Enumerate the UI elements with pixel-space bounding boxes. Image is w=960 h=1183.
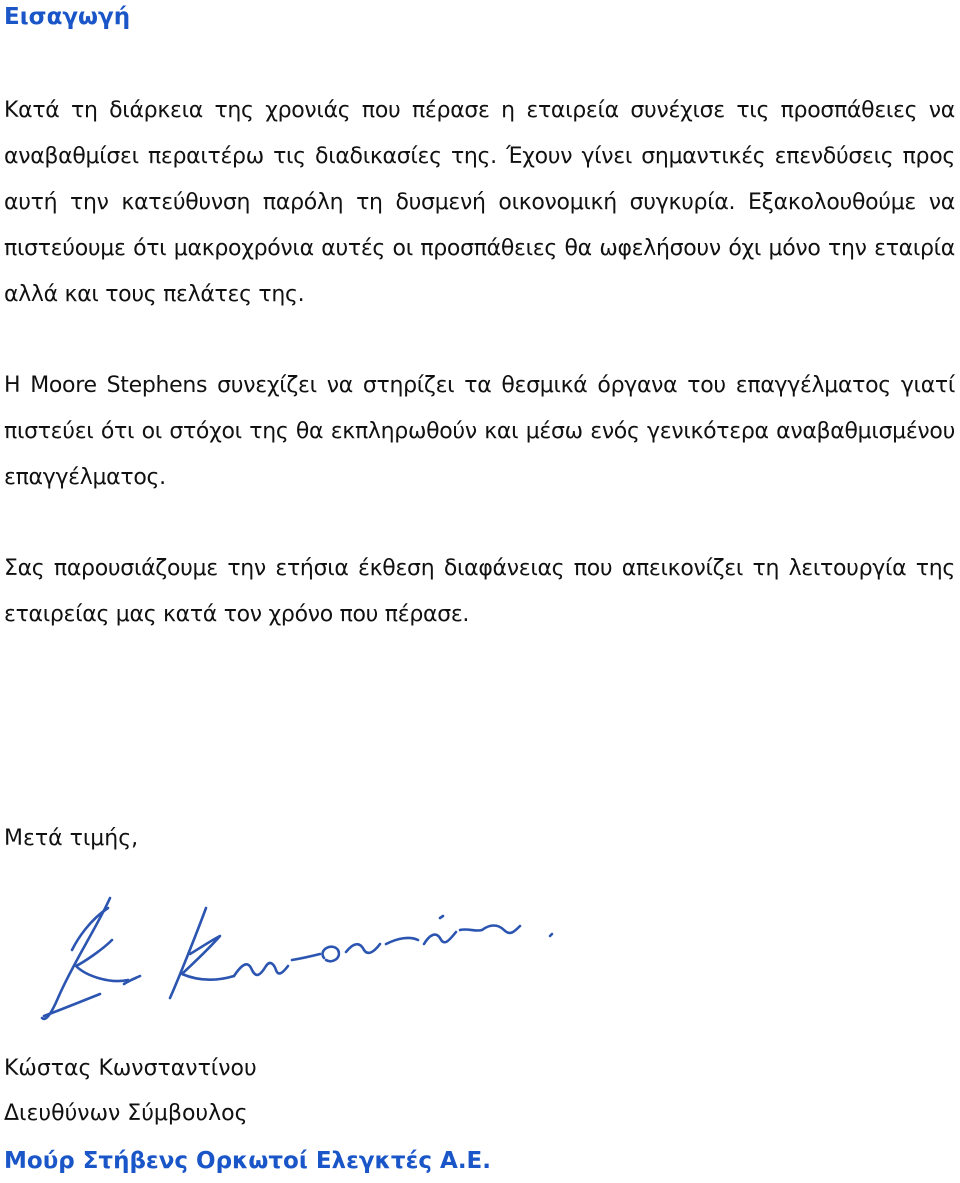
- paragraph-transparency-report: Σας παρουσιάζουμε την ετήσια έκθεση διαφάνειας που απεικονίζει τη λειτουργία της εταιρείας μας κατά τον χρόνο που πέρασε.: [4, 556, 955, 627]
- signer-name: Κώστας Κωνσταντίνου: [4, 1056, 257, 1081]
- paragraph-intro: Κατά τη διάρκεια της χρονιάς που πέρασε η εταιρεία συνέχισε τις προσπάθειες να αναβαθμίσει περαιτέρω τις διαδικασίες της. Έχουν γίνει σημαντικές επενδύσεις προς αυτή την κατεύθυνση παρόλη τη δυσμενή οικονομική συγκυρία. Εξακολουθούμε να πιστεύουμε ότι μακροχρόνια αυτές οι προσπάθειες θα ωφελήσουν όχι μόνο την εταιρία αλλά και τους πελάτες της.: [4, 98, 955, 307]
- closing-salutation: Μετά τιμής,: [4, 826, 139, 851]
- company-name: Μούρ Στήβενς Ορκωτοί Ελεγκτές Α.Ε.: [4, 1148, 492, 1174]
- section-heading: Εισαγωγή: [4, 4, 131, 30]
- handwritten-signature: [20, 880, 600, 1040]
- signer-title: Διευθύνων Σύμβουλος: [4, 1101, 248, 1126]
- paragraph-moore-stephens: Η Moore Stephens συνεχίζει να στηρίζει τα θεσμικά όργανα του επαγγέλματος γιατί πιστεύει ότι οι στόχοι της θα εκπληρωθούν και μέσω ενός γενικότερα αναβαθμισμένου επαγγέλματος.: [4, 373, 955, 490]
